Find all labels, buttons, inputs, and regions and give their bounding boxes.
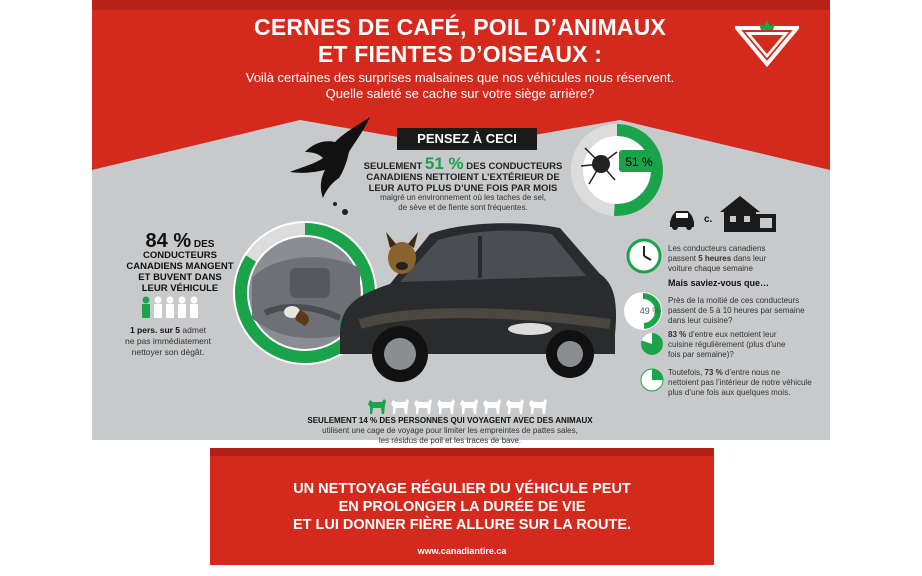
exterior-note-line1: malgré un environnement où les taches de sel,	[380, 193, 546, 202]
exterior-ring-chart	[565, 118, 669, 222]
fact2-line2: cuisine régulièrement (plus d’une	[668, 340, 786, 349]
pets-stat	[300, 416, 600, 446]
car-icon	[668, 208, 696, 230]
people-note	[108, 325, 228, 358]
dog-icon-highlighted	[368, 399, 386, 414]
pets-stat-line2: utilisent une cage de voyage pour limiter les empreintes de pattes sales,	[322, 426, 578, 435]
fact3-text	[668, 368, 812, 398]
dog-icon	[529, 399, 547, 414]
title-line-1: CERNES DE CAFÉ, POIL D’ANIMAUX	[254, 14, 666, 40]
fact1-text	[668, 296, 805, 326]
pets-stat-line3: les résidus de poil et les traces de bave.	[378, 436, 522, 445]
fact2-text	[668, 330, 785, 360]
eat-line2: CANADIENS MANGENT	[126, 261, 234, 272]
title-line-2: ET FIENTES D’OISEAUX :	[317, 41, 603, 67]
page-title	[180, 14, 740, 68]
person-icon-highlighted	[142, 297, 150, 319]
fact2-pie-icon	[640, 332, 664, 356]
fact1-ring-label: 49 %	[639, 306, 661, 316]
eat-line1: CONDUCTEURS	[143, 250, 217, 261]
fact3-line2: nettoient pas l’intérieur de notre véhicule	[668, 378, 812, 387]
fact2-bold: 83 %	[668, 330, 687, 339]
house-icon	[716, 194, 778, 234]
person-icon	[190, 297, 198, 319]
eat-value: 84 %	[145, 230, 192, 252]
eat-line4: LEUR VÉHICULE	[141, 283, 219, 294]
exterior-stat-note	[358, 193, 568, 213]
exterior-stat-line2: CANADIENS NETTOIENT L’EXTÉRIEUR DE	[366, 172, 560, 183]
fact3-line1: d’entre nous ne	[722, 368, 781, 377]
fact3-pre: Toutefois,	[668, 368, 705, 377]
person-icon	[154, 297, 162, 319]
exterior-stat-prefix: SEULEMENT	[363, 161, 425, 172]
person-icon	[178, 297, 186, 319]
website-link[interactable]: www.canadiantire.ca	[417, 546, 507, 556]
people-note-rest: admet	[180, 325, 207, 335]
dog-icon	[437, 399, 455, 414]
people-note-line2: ne pas immédiatement	[125, 336, 211, 346]
canadian-tire-logo	[735, 18, 799, 68]
dog-icon	[506, 399, 524, 414]
dog-icons-row	[366, 396, 556, 416]
fact1-line3: dans leur cuisine?	[668, 316, 733, 325]
people-note-line3: nettoyer son dégât.	[131, 347, 205, 357]
hours-text	[668, 244, 766, 274]
hours-line1: Les conducteurs canadiens	[668, 244, 766, 253]
eat-suffix: DES	[191, 239, 215, 250]
person-icon	[166, 297, 174, 319]
subtitle-line-1: Voilà certaines des surprises malsaines que nos véhicules nous réservent.	[245, 70, 675, 85]
exterior-stat-line1: DES CONDUCTEURS	[463, 161, 563, 172]
dog-icon	[391, 399, 409, 414]
exterior-stat	[358, 154, 568, 194]
exterior-ring-label: 51 %	[625, 155, 653, 169]
c-label: c.	[704, 214, 713, 225]
fact1-line1: Près de la moitié de ces conducteurs	[668, 296, 800, 305]
hours-pre: passent	[668, 254, 699, 263]
banner-line3: ET LUI DONNER FIÈRE ALLURE SUR LA ROUTE.	[292, 517, 632, 533]
exterior-stat-value: 51 %	[424, 154, 464, 173]
did-you-know-heading: Mais saviez-vous que…	[668, 278, 770, 288]
fact3-pie-icon	[640, 368, 664, 392]
eat-line3: ET BUVENT DANS	[138, 272, 222, 283]
think-label: PENSEZ À CECI	[397, 128, 537, 150]
fact2-line3: fois par semaine)?	[668, 350, 734, 359]
fact1-ring-chart	[622, 290, 664, 332]
fact2-line1: d’entre eux nettoient leur	[686, 330, 777, 339]
clock-icon	[626, 238, 662, 274]
dog-icon	[460, 399, 478, 414]
banner-line1: UN NETTOYAGE RÉGULIER DU VÉHICULE PEUT	[293, 481, 631, 497]
bottom-banner-text	[210, 480, 714, 534]
fact3-line3: plus d’une fois aux quelques mois.	[668, 388, 791, 397]
hours-bold: 5 heures	[698, 254, 732, 263]
page-subtitle	[200, 70, 720, 102]
hours-post: dans leur	[731, 254, 767, 263]
dog-icon	[483, 399, 501, 414]
subtitle-line-2: Quelle saleté se cache sur votre siège arrière?	[325, 86, 595, 101]
pets-stat-bold: SEULEMENT 14 % DES PERSONNES QUI VOYAGENT AVEC DES ANIMAUX	[307, 416, 593, 425]
banner-line2: EN PROLONGER LA DURÉE DE VIE	[338, 499, 586, 515]
fact1-line2: passent de 5 à 10 heures par semaine	[668, 306, 805, 315]
dirty-car-image	[330, 214, 620, 394]
exterior-stat-line3: LEUR AUTO PLUS D’UNE FOIS PAR MOIS	[368, 183, 558, 194]
people-icons	[140, 296, 200, 320]
dog-icon	[414, 399, 432, 414]
exterior-note-line2: de sève et de fiente sont fréquentes.	[398, 203, 528, 212]
hours-line3: voiture chaque semaine	[668, 264, 753, 273]
fact3-bold: 73 %	[704, 368, 723, 377]
people-note-bold: 1 pers. sur 5	[129, 325, 181, 335]
